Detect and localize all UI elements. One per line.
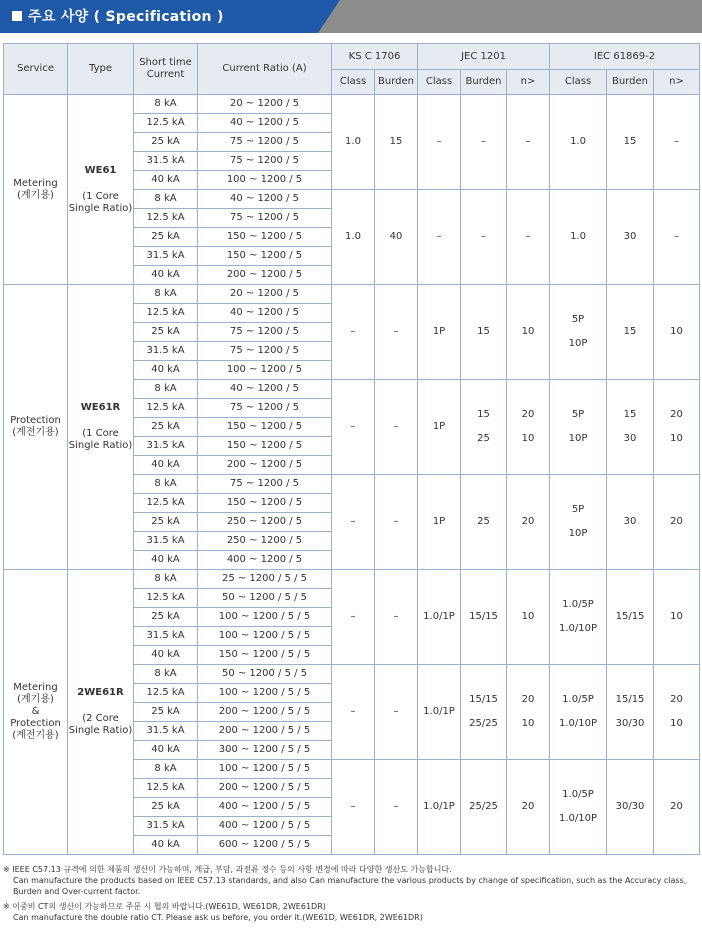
short-time-cell: 40 kA [134, 171, 198, 190]
jec-burden-cell [461, 285, 507, 380]
service-line: (계기용) [17, 189, 54, 201]
iec-class-cell-value: 1.0 [570, 136, 586, 147]
current-ratio-cell: 100 ~ 1200 / 5 / 5 [198, 627, 332, 646]
square-bullet-icon [12, 11, 22, 21]
current-ratio-cell: 100 ~ 1200 / 5 / 5 [198, 608, 332, 627]
jec-class-cell: 1P [418, 475, 461, 570]
col-short-time: Short time Current [134, 44, 198, 95]
footnotes [3, 864, 702, 923]
service-line: & [31, 706, 40, 717]
type-cell [68, 95, 134, 285]
note-2-en: Can manufacture the double ratio CT. Please ask us before, you order it.(WE61D, WE61DR, 2WE61DR) [13, 913, 423, 922]
ksc-class-cell: – [332, 380, 375, 475]
iec-burden-cell-line: 15 [623, 409, 637, 420]
current-ratio-cell: 40 ~ 1200 / 5 [198, 114, 332, 133]
iec-burden-cell-value: 15 [623, 136, 637, 147]
jec-class-cell: 1.0/1P [418, 570, 461, 665]
short-time-cell: 8 kA [134, 665, 198, 684]
jec-n-cell [507, 570, 550, 665]
iec-class-cell [550, 665, 607, 760]
iec-class-cell-line: 1.0/5P [562, 789, 594, 800]
col-jec-burden: Burden [461, 70, 507, 95]
short-time-cell: 25 kA [134, 798, 198, 817]
iec-burden-cell [607, 380, 654, 475]
jec-class-cell: 1.0/1P [418, 665, 461, 760]
iec-class-cell [550, 380, 607, 475]
short-time-cell: 40 kA [134, 456, 198, 475]
table-row [4, 95, 700, 114]
jec-burden-cell [461, 760, 507, 855]
col-ksc: KS C 1706 [332, 44, 418, 70]
current-ratio-cell: 50 ~ 1200 / 5 / 5 [198, 589, 332, 608]
jec-n-cell-line: 10 [521, 718, 535, 729]
iec-class-cell-line: 1.0/5P [562, 599, 594, 610]
iec-burden-cell-value: 30 [623, 231, 637, 242]
current-ratio-cell: 75 ~ 1200 / 5 [198, 152, 332, 171]
ksc-burden-cell: – [375, 665, 418, 760]
current-ratio-cell: 200 ~ 1200 / 5 / 5 [198, 722, 332, 741]
jec-burden-cell-line: 25/25 [469, 718, 498, 729]
short-time-cell: 40 kA [134, 836, 198, 855]
current-ratio-cell: 250 ~ 1200 / 5 [198, 513, 332, 532]
short-time-cell: 31.5 kA [134, 437, 198, 456]
col-jec: JEC 1201 [418, 44, 550, 70]
service-line: (계전기용) [12, 730, 59, 741]
ksc-burden-cell: – [375, 570, 418, 665]
short-time-cell: 12.5 kA [134, 304, 198, 323]
type-cell [68, 570, 134, 855]
current-ratio-cell: 150 ~ 1200 / 5 [198, 494, 332, 513]
col-iec: IEC 61869-2 [550, 44, 700, 70]
col-ksc-burden: Burden [375, 70, 418, 95]
ksc-burden-cell: 40 [375, 190, 418, 285]
note-2-ko: ※ 이중비 CT의 생산이 가능하므로 주문 시 협의 바랍니다.(WE61D, WE61DR, 2WE61DR) [3, 902, 326, 911]
iec-n-cell [654, 380, 700, 475]
jec-n-cell [507, 475, 550, 570]
jec-n-cell-value: 20 [521, 516, 535, 527]
current-ratio-cell: 20 ~ 1200 / 5 [198, 95, 332, 114]
jec-burden-cell [461, 95, 507, 190]
iec-n-cell [654, 190, 700, 285]
iec-class-cell-line: 10P [568, 433, 588, 444]
short-time-cell: 31.5 kA [134, 152, 198, 171]
col-current-ratio: Current Ratio (A) [198, 44, 332, 95]
iec-class-cell-line: 1.0/5P [562, 694, 594, 705]
iec-class-cell-line: 10P [568, 338, 588, 349]
short-time-cell: 25 kA [134, 323, 198, 342]
page-title-text: 주요 사양 ( Specification ) [28, 9, 224, 25]
jec-n-cell [507, 285, 550, 380]
current-ratio-cell: 200 ~ 1200 / 5 / 5 [198, 703, 332, 722]
page-title [12, 6, 224, 26]
current-ratio-cell: 150 ~ 1200 / 5 [198, 418, 332, 437]
current-ratio-cell: 25 ~ 1200 / 5 / 5 [198, 570, 332, 589]
ksc-class-cell: – [332, 760, 375, 855]
current-ratio-cell: 100 ~ 1200 / 5 [198, 171, 332, 190]
iec-n-cell-value: – [674, 136, 680, 147]
type-desc: Single Ratio) [68, 202, 133, 214]
type-desc: (1 Core [82, 428, 119, 439]
type-name: WE61 [84, 164, 117, 176]
jec-n-cell [507, 380, 550, 475]
iec-class-cell-line: 1.0/10P [559, 813, 598, 824]
current-ratio-cell: 75 ~ 1200 / 5 [198, 323, 332, 342]
iec-burden-cell-line: 30/30 [615, 718, 645, 729]
iec-n-cell-line: 10 [670, 718, 683, 729]
jec-burden-cell-value: 25/25 [469, 801, 498, 812]
ksc-class-cell: – [332, 475, 375, 570]
iec-burden-cell [607, 665, 654, 760]
iec-n-cell [654, 760, 700, 855]
iec-class-cell-line: 5P [571, 504, 585, 515]
jec-class-cell: – [418, 190, 461, 285]
iec-class-cell [550, 285, 607, 380]
table-body [4, 95, 700, 855]
short-time-cell: 12.5 kA [134, 399, 198, 418]
current-ratio-cell: 40 ~ 1200 / 5 [198, 380, 332, 399]
short-time-cell: 31.5 kA [134, 342, 198, 361]
table-row [4, 570, 700, 589]
ksc-class-cell: – [332, 285, 375, 380]
type-cell [68, 285, 134, 570]
service-line: (계기용) [17, 694, 54, 705]
iec-burden-cell-value: 30 [623, 516, 637, 527]
iec-class-cell [550, 570, 607, 665]
iec-burden-cell [607, 190, 654, 285]
current-ratio-cell: 75 ~ 1200 / 5 [198, 475, 332, 494]
service-line: Metering [13, 177, 58, 189]
current-ratio-cell: 75 ~ 1200 / 5 [198, 133, 332, 152]
current-ratio-cell: 75 ~ 1200 / 5 [198, 399, 332, 418]
short-time-cell: 12.5 kA [134, 589, 198, 608]
jec-burden-cell-line: 15 [477, 409, 490, 420]
iec-class-cell-line: 1.0/10P [559, 623, 598, 634]
service-line: Protection [10, 718, 61, 729]
current-ratio-cell: 150 ~ 1200 / 5 [198, 247, 332, 266]
jec-class-cell: 1P [418, 285, 461, 380]
iec-burden-cell-value: 30/30 [615, 801, 645, 812]
short-time-cell: 31.5 kA [134, 817, 198, 836]
iec-n-cell [654, 665, 700, 760]
iec-class-cell-line: 5P [571, 409, 585, 420]
iec-burden-cell-line: 15/15 [615, 694, 645, 705]
service-cell [4, 95, 68, 285]
iec-n-cell-line: 20 [670, 694, 683, 705]
col-jec-class: Class [418, 70, 461, 95]
short-time-cell: 40 kA [134, 361, 198, 380]
jec-burden-cell [461, 190, 507, 285]
jec-n-cell [507, 190, 550, 285]
col-ksc-class: Class [332, 70, 375, 95]
jec-n-cell-value: 10 [521, 326, 535, 337]
jec-burden-cell-value: 15/15 [469, 611, 498, 622]
jec-n-cell-value: – [525, 136, 531, 147]
service-line: Metering [13, 682, 58, 693]
short-time-cell: 40 kA [134, 646, 198, 665]
ksc-burden-cell: 15 [375, 95, 418, 190]
current-ratio-cell: 400 ~ 1200 / 5 [198, 551, 332, 570]
short-time-cell: 25 kA [134, 703, 198, 722]
jec-burden-cell [461, 380, 507, 475]
note-1-en: Can manufacture the products based on IEEE C57.13 standards, and also Can manufacture the various products by change of specification, such as the Accuracy class, Burden and Over-current factor. [13, 876, 687, 896]
iec-burden-cell-value: 15/15 [615, 611, 645, 622]
current-ratio-cell: 40 ~ 1200 / 5 [198, 304, 332, 323]
jec-class-cell: 1.0/1P [418, 760, 461, 855]
short-time-cell: 8 kA [134, 190, 198, 209]
note-1-ko: ※ IEEE C57.13 규격에 의한 제품의 생산이 가능하며, 계급, 부담, 과전류 정수 등의 사항 변경에 따라 다양한 생산도 가능합니다. [3, 865, 452, 874]
iec-burden-cell [607, 95, 654, 190]
type-desc: Single Ratio) [68, 440, 133, 451]
table-header [4, 44, 700, 95]
col-iec-class: Class [550, 70, 607, 95]
current-ratio-cell: 50 ~ 1200 / 5 / 5 [198, 665, 332, 684]
jec-burden-cell-line: 15/15 [469, 694, 498, 705]
service-cell [4, 285, 68, 570]
current-ratio-cell: 100 ~ 1200 / 5 [198, 361, 332, 380]
short-time-cell: 8 kA [134, 475, 198, 494]
short-time-cell: 25 kA [134, 608, 198, 627]
iec-n-cell-value: 10 [670, 326, 683, 337]
jec-burden-cell [461, 570, 507, 665]
short-time-cell: 40 kA [134, 741, 198, 760]
ksc-class-cell: – [332, 570, 375, 665]
short-time-cell: 12.5 kA [134, 684, 198, 703]
short-time-cell: 8 kA [134, 380, 198, 399]
current-ratio-cell: 20 ~ 1200 / 5 [198, 285, 332, 304]
jec-burden-cell-line: 25 [477, 433, 490, 444]
short-time-cell: 40 kA [134, 551, 198, 570]
current-ratio-cell: 100 ~ 1200 / 5 / 5 [198, 684, 332, 703]
iec-class-cell [550, 190, 607, 285]
iec-burden-cell [607, 570, 654, 665]
iec-burden-cell [607, 760, 654, 855]
col-iec-n: n> [654, 70, 700, 95]
ksc-burden-cell: – [375, 380, 418, 475]
service-line: Protection [10, 415, 61, 426]
short-time-cell: 25 kA [134, 513, 198, 532]
short-time-cell: 8 kA [134, 95, 198, 114]
jec-burden-cell-value: 15 [477, 326, 490, 337]
short-time-cell: 31.5 kA [134, 247, 198, 266]
iec-n-cell [654, 570, 700, 665]
type-desc: Single Ratio) [68, 725, 133, 736]
col-iec-burden: Burden [607, 70, 654, 95]
ksc-class-cell: 1.0 [332, 190, 375, 285]
iec-class-cell-line: 1.0/10P [559, 718, 598, 729]
iec-burden-cell [607, 475, 654, 570]
short-time-cell: 31.5 kA [134, 722, 198, 741]
section-banner [0, 0, 702, 33]
jec-burden-cell-value: 25 [477, 516, 490, 527]
ksc-burden-cell: – [375, 285, 418, 380]
short-time-cell: 8 kA [134, 760, 198, 779]
jec-n-cell-line: 20 [521, 694, 535, 705]
short-time-cell: 12.5 kA [134, 494, 198, 513]
ksc-class-cell: 1.0 [332, 95, 375, 190]
jec-burden-cell [461, 665, 507, 760]
current-ratio-cell: 150 ~ 1200 / 5 / 5 [198, 646, 332, 665]
current-ratio-cell: 100 ~ 1200 / 5 / 5 [198, 760, 332, 779]
current-ratio-cell: 300 ~ 1200 / 5 / 5 [198, 741, 332, 760]
service-cell [4, 570, 68, 855]
current-ratio-cell: 75 ~ 1200 / 5 [198, 342, 332, 361]
jec-n-cell-value: – [525, 231, 531, 242]
iec-n-cell-value: 10 [670, 611, 683, 622]
short-time-cell: 12.5 kA [134, 114, 198, 133]
current-ratio-cell: 150 ~ 1200 / 5 [198, 228, 332, 247]
current-ratio-cell: 400 ~ 1200 / 5 / 5 [198, 817, 332, 836]
current-ratio-cell: 400 ~ 1200 / 5 / 5 [198, 798, 332, 817]
current-ratio-cell: 200 ~ 1200 / 5 [198, 456, 332, 475]
ksc-burden-cell: – [375, 475, 418, 570]
short-time-cell: 31.5 kA [134, 532, 198, 551]
jec-burden-cell [461, 475, 507, 570]
iec-class-cell [550, 760, 607, 855]
table-row [4, 285, 700, 304]
iec-n-cell [654, 95, 700, 190]
specification-table [3, 43, 700, 855]
type-desc: (1 Core [82, 190, 119, 202]
iec-burden-cell [607, 285, 654, 380]
short-time-cell: 40 kA [134, 266, 198, 285]
ksc-class-cell: – [332, 665, 375, 760]
current-ratio-cell: 600 ~ 1200 / 5 / 5 [198, 836, 332, 855]
iec-n-cell-line: 20 [670, 409, 683, 420]
ksc-burden-cell: – [375, 760, 418, 855]
current-ratio-cell: 200 ~ 1200 / 5 [198, 266, 332, 285]
iec-n-cell-value: 20 [670, 516, 683, 527]
iec-burden-cell-value: 15 [623, 326, 637, 337]
current-ratio-cell: 75 ~ 1200 / 5 [198, 209, 332, 228]
short-time-cell: 8 kA [134, 570, 198, 589]
iec-class-cell [550, 475, 607, 570]
jec-class-cell: – [418, 95, 461, 190]
jec-n-cell [507, 760, 550, 855]
short-time-cell: 12.5 kA [134, 779, 198, 798]
short-time-cell: 25 kA [134, 418, 198, 437]
short-time-cell: 31.5 kA [134, 627, 198, 646]
service-line: (계전기용) [12, 427, 59, 438]
col-service: Service [4, 44, 68, 95]
type-name: 2WE61R [77, 687, 124, 698]
jec-n-cell [507, 665, 550, 760]
jec-n-cell-value: 10 [521, 611, 535, 622]
jec-n-cell-line: 20 [521, 409, 535, 420]
iec-burden-cell-line: 30 [623, 433, 637, 444]
jec-burden-cell-value: – [481, 136, 487, 147]
jec-n-cell [507, 95, 550, 190]
type-name: WE61R [80, 402, 121, 413]
short-time-cell: 25 kA [134, 133, 198, 152]
type-desc: (2 Core [82, 713, 119, 724]
short-time-cell: 12.5 kA [134, 209, 198, 228]
current-ratio-cell: 200 ~ 1200 / 5 / 5 [198, 779, 332, 798]
jec-n-cell-value: 20 [521, 801, 535, 812]
short-time-cell: 8 kA [134, 285, 198, 304]
iec-n-cell-line: 10 [670, 433, 683, 444]
col-jec-n: n> [507, 70, 550, 95]
jec-class-cell: 1P [418, 380, 461, 475]
current-ratio-cell: 40 ~ 1200 / 5 [198, 190, 332, 209]
iec-n-cell-value: 20 [670, 801, 683, 812]
iec-n-cell [654, 285, 700, 380]
current-ratio-cell: 150 ~ 1200 / 5 [198, 437, 332, 456]
iec-class-cell-value: 1.0 [570, 231, 586, 242]
iec-class-cell-line: 10P [568, 528, 588, 539]
iec-class-cell [550, 95, 607, 190]
col-type: Type [68, 44, 134, 95]
iec-class-cell-line: 5P [571, 314, 585, 325]
iec-n-cell [654, 475, 700, 570]
short-time-cell: 25 kA [134, 228, 198, 247]
jec-burden-cell-value: – [481, 231, 487, 242]
current-ratio-cell: 250 ~ 1200 / 5 [198, 532, 332, 551]
iec-n-cell-value: – [674, 231, 680, 242]
jec-n-cell-line: 10 [521, 433, 535, 444]
